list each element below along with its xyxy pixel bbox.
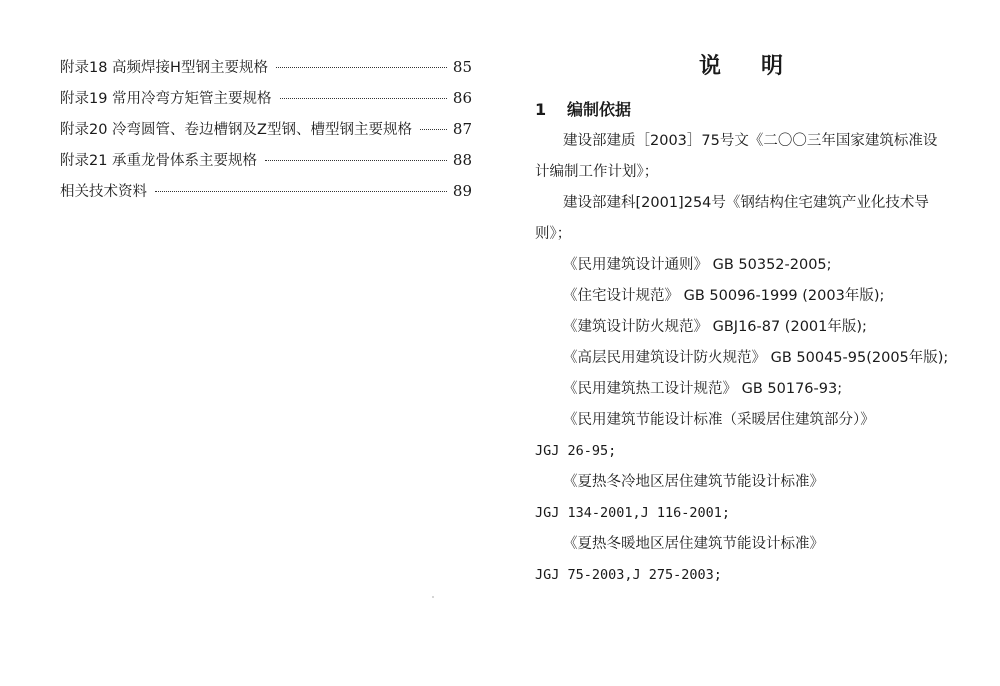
toc-entry-label: 相关技术资料 xyxy=(60,184,147,200)
dot-leader xyxy=(280,98,447,99)
toc-entry[interactable] xyxy=(60,149,472,180)
toc-page-number: 85 xyxy=(452,58,472,76)
toc-page-number: 86 xyxy=(452,89,472,107)
body-line: 建设部建质［2003］75号文《二〇〇三年国家建筑标准设 xyxy=(563,133,938,149)
body-line: JGJ 134-2001,J 116-2001; xyxy=(535,505,731,521)
dot-leader xyxy=(276,67,447,68)
body-text xyxy=(535,126,949,591)
toc-page-number: 87 xyxy=(452,120,472,138)
toc-entry[interactable] xyxy=(60,180,472,211)
scan-speck xyxy=(432,596,434,598)
body-line: 《建筑设计防火规范》 GBJ16-87 (2001年版); xyxy=(563,319,867,335)
body-line: 则》； xyxy=(535,226,572,242)
toc-entry-label: 附录19 常用冷弯方矩管主要规格 xyxy=(60,91,272,107)
explanation-page xyxy=(535,50,949,591)
section-number: 1 xyxy=(535,100,547,119)
dot-leader xyxy=(265,160,447,161)
toc-entry-label: 附录21 承重龙骨体系主要规格 xyxy=(60,153,258,169)
body-line: JGJ 75-2003,J 275-2003; xyxy=(535,567,722,583)
section-title: 编制依据 xyxy=(567,100,632,119)
body-line: 《夏热冬冷地区居住建筑节能设计标准》 xyxy=(563,474,824,490)
body-line: 《民用建筑节能设计标准（采暖居住建筑部分）》 xyxy=(563,412,875,428)
toc-entry-label: 附录20 冷弯圆管、卷边槽钢及Z型钢、槽型钢主要规格 xyxy=(60,122,412,138)
toc-entry[interactable] xyxy=(60,118,472,149)
toc-entry-label: 附录18 高频焊接H型钢主要规格 xyxy=(60,60,268,76)
page-title: 说明 xyxy=(698,54,823,79)
body-line: 《民用建筑设计通则》 GB 50352-2005; xyxy=(563,257,832,273)
body-line: 《住宅设计规范》 GB 50096-1999 (2003年版); xyxy=(563,288,885,304)
body-line: 计编制工作计划》； xyxy=(535,164,659,180)
body-line: 《高层民用建筑设计防火规范》 GB 50045-95(2005年版); xyxy=(563,350,949,366)
dot-leader xyxy=(155,191,447,192)
toc-entry[interactable] xyxy=(60,87,472,118)
toc-page-number: 88 xyxy=(452,151,472,169)
body-line: JGJ 26-95; xyxy=(535,443,617,459)
toc-page-number: 89 xyxy=(452,182,472,200)
body-line: 建设部建科[2001]254号《钢结构住宅建筑产业化技术导 xyxy=(563,195,929,211)
body-line: 《民用建筑热工设计规范》 GB 50176-93; xyxy=(563,381,843,397)
table-of-contents xyxy=(60,56,472,211)
body-line: 《夏热冬暖地区居住建筑节能设计标准》 xyxy=(563,536,824,552)
toc-entry[interactable] xyxy=(60,56,472,87)
dot-leader xyxy=(420,129,447,130)
section-heading xyxy=(535,94,945,126)
